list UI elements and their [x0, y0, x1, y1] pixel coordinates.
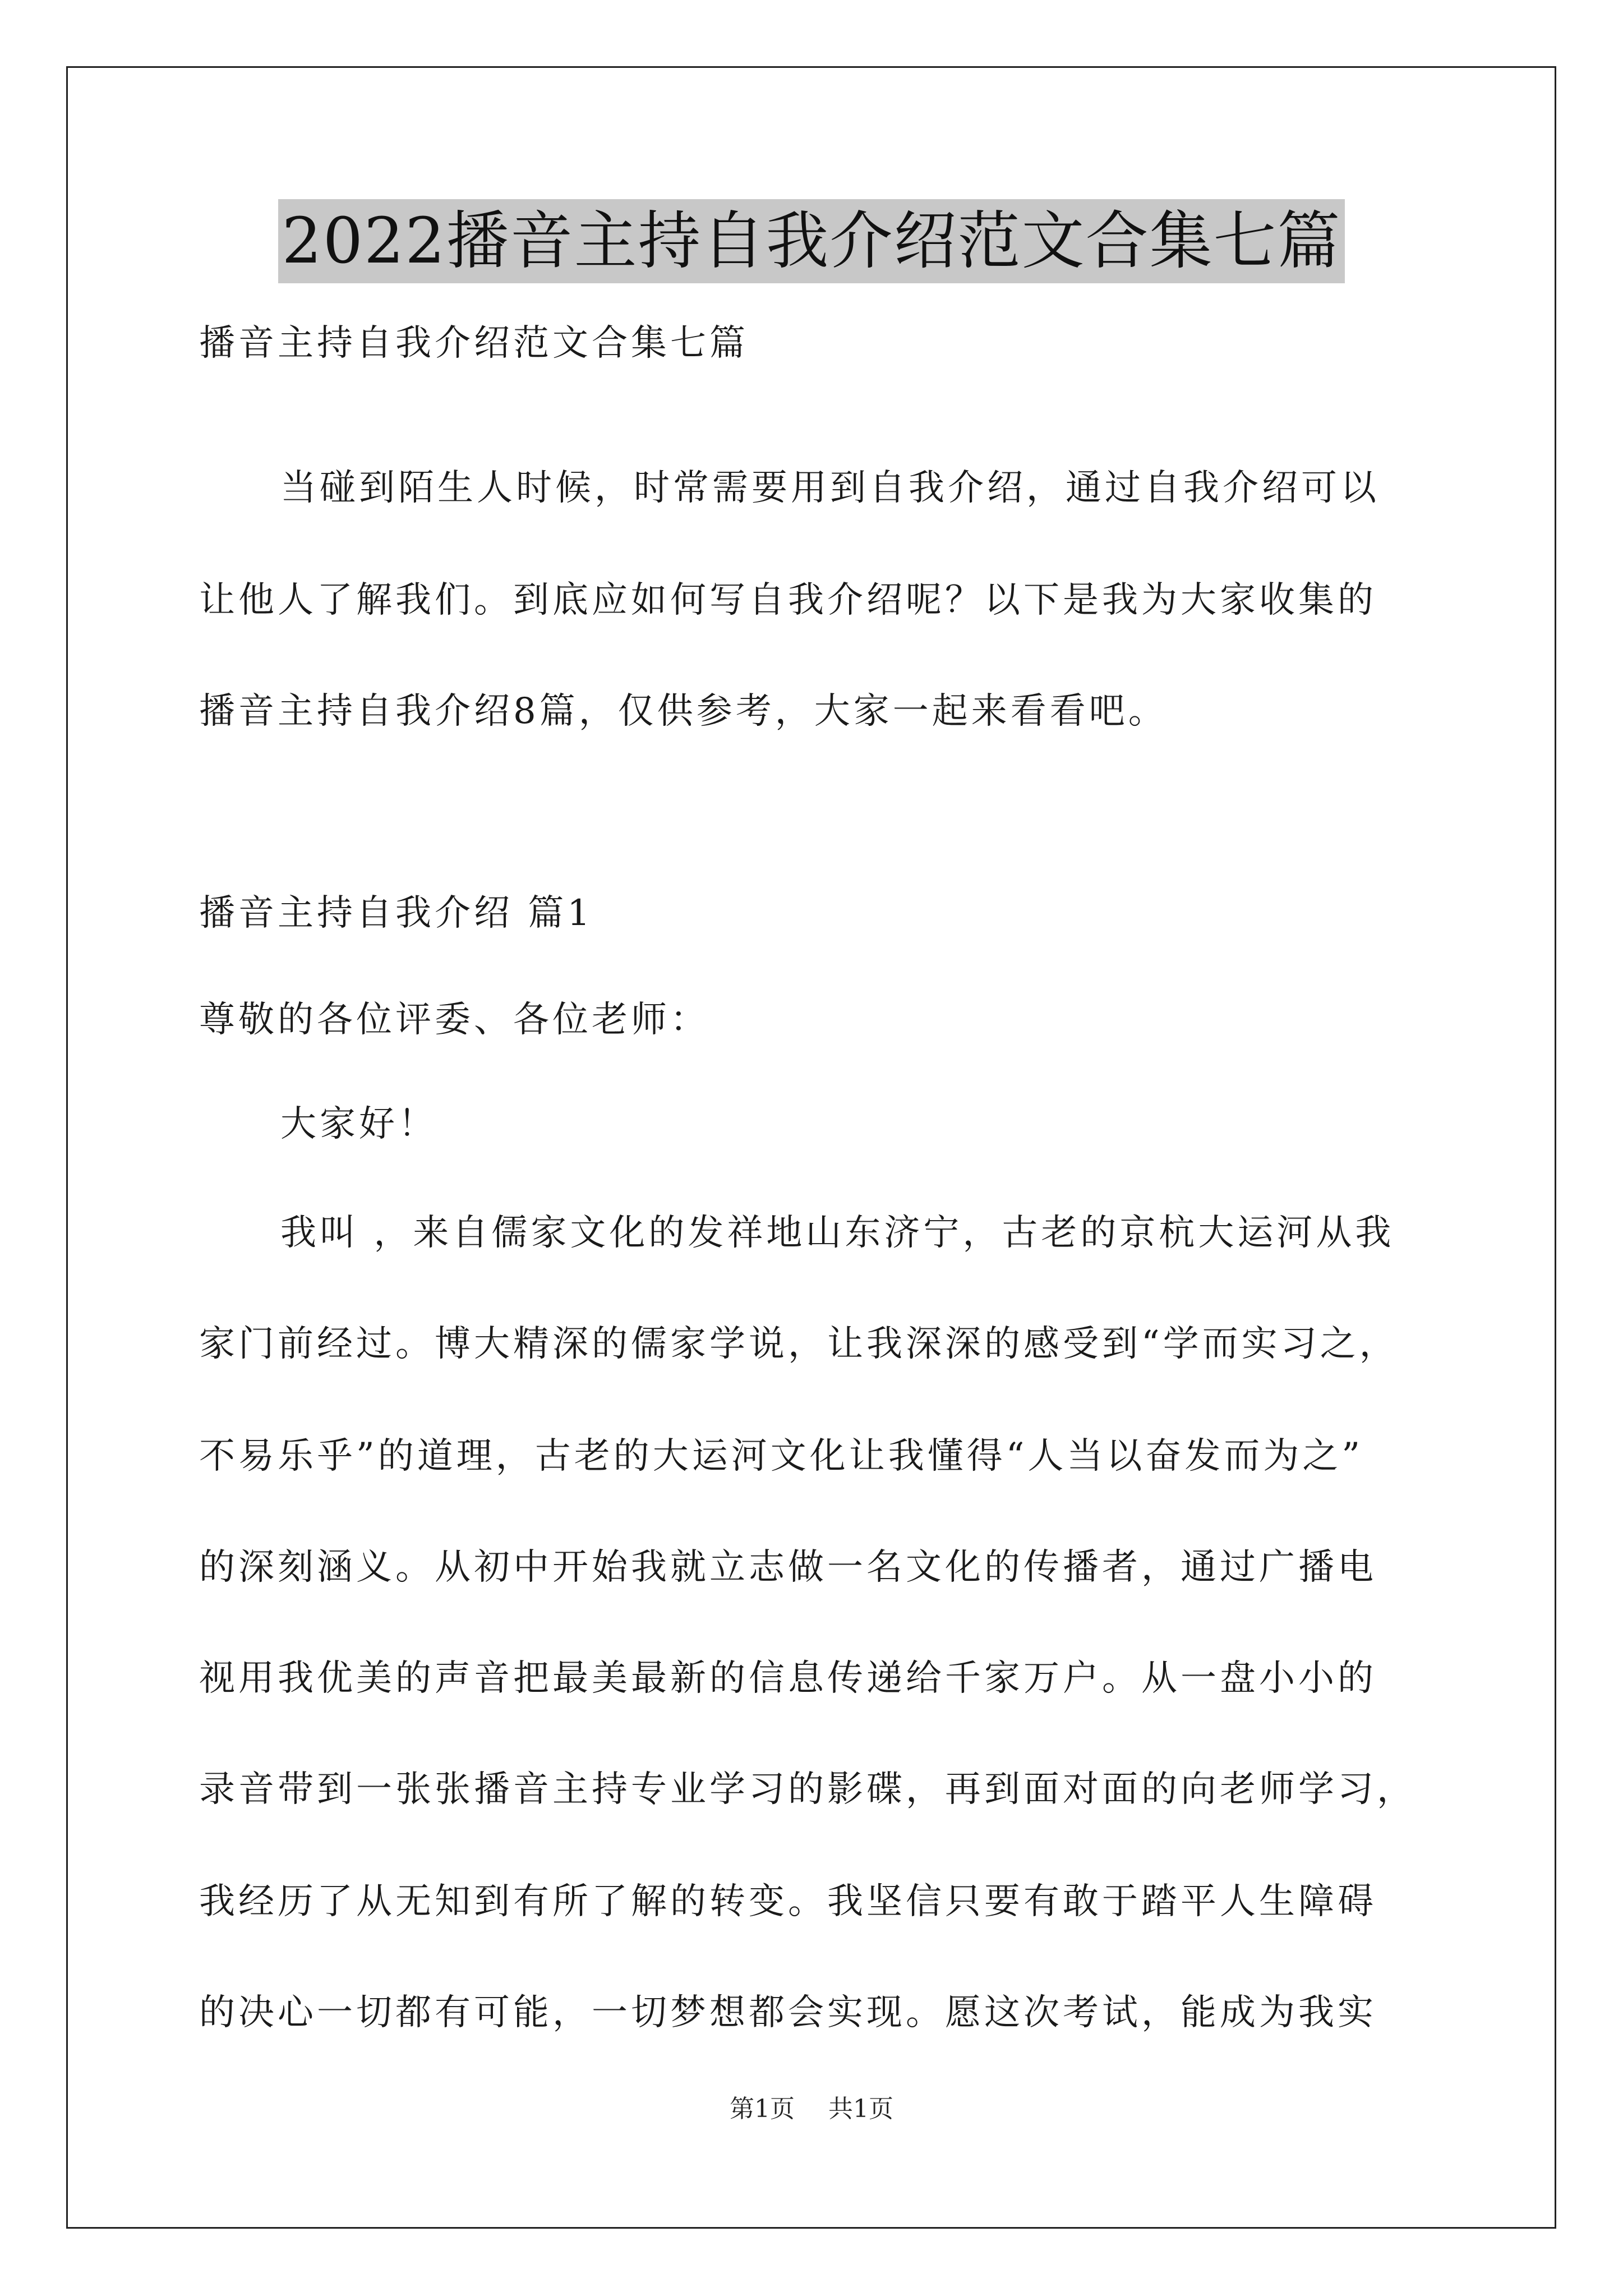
- salutation: 尊敬的各位评委、各位老师：: [199, 999, 709, 1041]
- section-heading: 播音主持自我介绍 篇1: [199, 892, 594, 934]
- body-line-8: 的决心一切都有可能，一切梦想都会实现。愿这次考试，能成为我实: [199, 1992, 1377, 2033]
- body-line-1: 我叫 ，来自儒家文化的发祥地山东济宁，古老的京杭大运河从我: [280, 1212, 1395, 1254]
- body-line-4: 的深刻涵义。从初中开始我就立志做一名文化的传播者，通过广播电: [199, 1547, 1377, 1588]
- body-line-7: 我经历了从无知到有所了解的转变。我坚信只要有敢于踏平人生障碍: [199, 1881, 1377, 1922]
- body-line-5: 视用我优美的声音把最美最新的信息传递给千家万户。从一盘小小的: [199, 1658, 1377, 1699]
- body-line-2: 家门前经过。博大精深的儒家学说，让我深深的感受到“学而实习之，: [199, 1323, 1399, 1365]
- page-total: 共1页: [828, 2095, 893, 2123]
- intro-line-3: 播音主持自我介绍8篇，仅供参考，大家一起来看看吧。: [199, 691, 1168, 732]
- page-footer: [0, 2092, 1623, 2126]
- body-line-3: 不易乐乎”的道理，古老的大运河文化让我懂得“人当以奋发而为之”: [199, 1435, 1364, 1477]
- intro-line-2: 让他人了解我们。到底应如何写自我介绍呢？以下是我为大家收集的: [199, 579, 1377, 621]
- subtitle: 播音主持自我介绍范文合集七篇: [199, 323, 749, 364]
- title-container: [0, 199, 1623, 283]
- body-line-6: 录音带到一张张播音主持专业学习的影碟，再到面对面的向老师学习，: [199, 1769, 1416, 1810]
- intro-line-1: 当碰到陌生人时候，时常需要用到自我介绍，通过自我介绍可以: [280, 467, 1380, 509]
- page-number: 第1页: [730, 2095, 795, 2123]
- document-title: 2022播音主持自我介绍范文合集七篇: [278, 199, 1344, 283]
- greeting: 大家好！: [280, 1103, 437, 1145]
